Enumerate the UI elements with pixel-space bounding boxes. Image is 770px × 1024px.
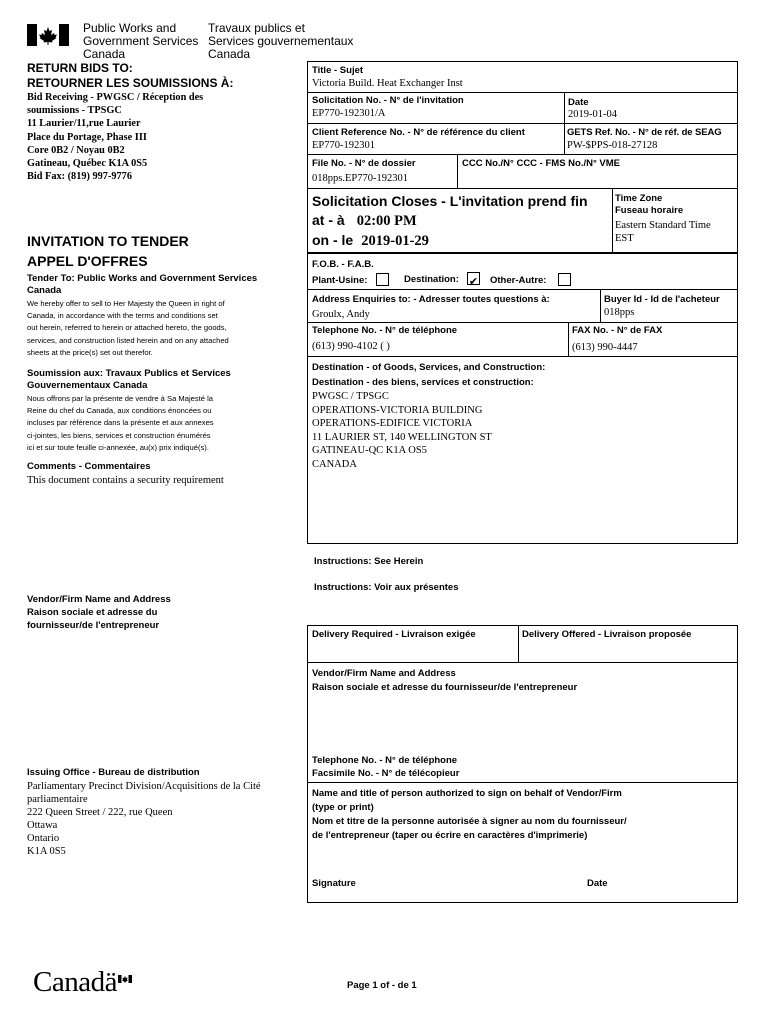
auth-line: Nom et titre de la personne autorisée à signer au nom du fournisseur/ bbox=[312, 816, 627, 827]
auth-line: Name and title of person authorized to sign on behalf of Vendor/Firm bbox=[312, 788, 622, 799]
dept-fr-line-2: Services gouvernementaux bbox=[208, 34, 354, 48]
buyer-id-label: Buyer Id - Id de l'acheteur bbox=[604, 294, 720, 305]
delivery-required-label: Delivery Required - Livraison exigée bbox=[312, 629, 476, 640]
vendor-left-line-1: Vendor/Firm Name and Address bbox=[27, 594, 171, 605]
return-bids-heading bbox=[27, 61, 233, 91]
client-reference-label: Client Reference No. - N° de référence du client bbox=[312, 127, 525, 138]
dept-fr-line-1: Travaux publics et bbox=[208, 21, 305, 35]
closes-title: Solicitation Closes - L'invitation prend fin bbox=[312, 193, 588, 209]
issuing-line: Ottawa bbox=[27, 820, 58, 831]
offer-en-line: Canada, in accordance with the terms and conditions set bbox=[27, 311, 218, 321]
check-mark-icon: ✔ bbox=[468, 275, 479, 288]
return-bids-line: Core 0B2 / Noyau 0B2 bbox=[27, 144, 125, 156]
ccc-number-label: CCC No./N° CCC - FMS No./N° VME bbox=[462, 158, 621, 169]
tender-to-line-2: Canada bbox=[27, 285, 62, 296]
signature-date-label: Date bbox=[587, 878, 608, 889]
offer-text-en bbox=[27, 298, 302, 359]
telephone-value: (613) 990-4102 ( ) bbox=[312, 341, 390, 352]
dest-goods-label-en: Destination - of Goods, Services, and Construction: bbox=[312, 362, 546, 373]
gets-ref-value: PW-$PPS-018-27128 bbox=[567, 140, 658, 151]
return-bids-line: Place du Portage, Phase III bbox=[27, 131, 147, 143]
fob-label: F.O.B. - F.A.B. bbox=[312, 259, 374, 270]
return-bids-address bbox=[27, 91, 203, 183]
return-bids-line: Bid Fax: (819) 997-9776 bbox=[27, 171, 132, 183]
vendor-left-line-2: Raison sociale et adresse du bbox=[27, 607, 158, 618]
vendor-firm-label-left bbox=[27, 593, 171, 632]
fax-value: (613) 990-4447 bbox=[572, 342, 638, 353]
fax-label: FAX No. - N° de FAX bbox=[572, 325, 663, 336]
vendor-contact-labels bbox=[312, 754, 459, 780]
tz-label-en: Time Zone bbox=[615, 193, 663, 204]
solicitation-number-label: Solicitation No. - N° de l'invitation bbox=[312, 95, 464, 106]
closes-at-row bbox=[312, 211, 588, 231]
tz-value-2: EST bbox=[615, 233, 634, 244]
dest-goods-line: PWGSC / TPSGC bbox=[312, 391, 389, 402]
vendor-line-1: Vendor/Firm Name and Address bbox=[312, 668, 456, 679]
delivery-offered-label: Delivery Offered - Livraison proposée bbox=[522, 629, 692, 640]
return-bids-line: 11 Laurier/11,rue Laurier bbox=[27, 118, 141, 130]
return-bids-title-en: RETURN BIDS TO: bbox=[27, 61, 133, 75]
tender-to-line-1: Tender To: Public Works and Government Services bbox=[27, 273, 258, 284]
signature-label: Signature bbox=[312, 878, 356, 889]
department-name-en bbox=[83, 22, 198, 61]
auth-line: (type or print) bbox=[312, 802, 374, 813]
vendor-left-line-3: fournisseur/de l'entrepreneur bbox=[27, 620, 160, 631]
client-reference-value: EP770-192301 bbox=[312, 140, 375, 151]
title-label: Title - Sujet bbox=[312, 65, 364, 76]
issuing-office-address bbox=[27, 780, 261, 858]
date-value: 2019-01-04 bbox=[568, 109, 617, 120]
other-autre-label: Other-Autre: bbox=[490, 275, 547, 286]
buyer-id-value: 018pps bbox=[604, 307, 635, 318]
instructions-fr: Instructions: Voir aux présentes bbox=[314, 582, 459, 593]
return-bids-title-fr: RETOURNER LES SOUMISSIONS À: bbox=[27, 76, 234, 90]
vendor-telephone-label: Telephone No. - N° de téléphone bbox=[312, 755, 458, 766]
time-zone-value bbox=[615, 219, 711, 245]
offer-fr-line: incluses par référence dans la présente et aux annexes bbox=[27, 418, 214, 428]
dept-fr-line-3: Canada bbox=[208, 47, 251, 61]
vendor-facsimile-label: Facsimile No. - N° de télécopieur bbox=[312, 768, 460, 779]
solicitation-closes bbox=[312, 192, 588, 251]
comments-value: This document contains a security requirement bbox=[27, 475, 224, 486]
soumission-aux bbox=[27, 368, 231, 392]
offer-fr-line: ci-jointes, les biens, services et construction énumérés bbox=[27, 430, 211, 440]
issuing-line: 222 Queen Street / 222, rue Queen bbox=[27, 807, 173, 818]
plant-usine-label: Plant-Usine: bbox=[312, 275, 368, 286]
vendor-firm-label bbox=[312, 667, 577, 695]
auth-line: de l'entrepreneur (taper ou écrire en caractères d'imprimerie) bbox=[312, 830, 588, 841]
dept-en-line-2: Government Services bbox=[83, 34, 199, 48]
solicitation-number-value: EP770-192301/A bbox=[312, 108, 386, 119]
canada-flag-icon bbox=[27, 24, 69, 46]
dept-en-line-3: Canada bbox=[83, 47, 126, 61]
plant-usine-checkbox[interactable] bbox=[376, 273, 389, 286]
offer-fr-line: ici et sur toute feuille ci-annexée, au(x) prix indiqué(s). bbox=[27, 442, 209, 452]
dest-goods-line: OPERATIONS-EDIFICE VICTORIA bbox=[312, 418, 473, 430]
offer-en-line: services, and construction listed herein and on any attached bbox=[27, 335, 229, 345]
offer-fr-line: Reine du chef du Canada, aux conditions énoncées ou bbox=[27, 406, 212, 416]
soumission-line-2: Gouvernementaux Canada bbox=[27, 380, 148, 391]
destination-goods-label bbox=[312, 360, 545, 390]
closes-at-label: at - à bbox=[312, 212, 345, 228]
title-value: Victoria Build. Heat Exchanger Inst bbox=[312, 78, 463, 89]
closes-on-value: 2019-01-29 bbox=[361, 233, 429, 249]
file-number-value: 018pps.EP770-192301 bbox=[312, 173, 408, 184]
tender-to bbox=[27, 273, 297, 297]
invitation-title-fr: APPEL D'OFFRES bbox=[27, 253, 148, 269]
file-number-label: File No. - N° de dossier bbox=[312, 158, 416, 169]
closes-on-row bbox=[312, 231, 588, 251]
instructions-en: Instructions: See Herein bbox=[314, 556, 424, 567]
closes-on-label: on - le bbox=[312, 232, 354, 248]
issuing-line: K1A 0S5 bbox=[27, 846, 66, 857]
issuing-line: Ontario bbox=[27, 833, 60, 844]
other-autre-checkbox[interactable] bbox=[558, 273, 571, 286]
dest-goods-line: OPERATIONS-VICTORIA BUILDING bbox=[312, 404, 483, 416]
canada-wordmark: Canadä bbox=[33, 966, 117, 998]
department-name-fr bbox=[208, 22, 353, 61]
destination-label: Destination: bbox=[404, 274, 459, 285]
closes-at-value: 02:00 PM bbox=[356, 213, 417, 229]
dept-en-line-1: Public Works and bbox=[83, 21, 177, 35]
dest-goods-line: 11 LAURIER ST, 140 WELLINGTON ST bbox=[312, 431, 492, 443]
page-number: Page 1 of - de 1 bbox=[347, 980, 417, 991]
offer-fr-line: Nous offrons par la présente de vendre à Sa Majesté la bbox=[27, 394, 214, 403]
offer-en-line: out herein, referred to herein or attached hereto, the goods, bbox=[27, 323, 227, 333]
offer-en-line: sheets at the price(s) set out therefor. bbox=[27, 347, 153, 357]
telephone-label: Telephone No. - N° de téléphone bbox=[312, 325, 458, 336]
destination-goods-address bbox=[312, 390, 492, 472]
wordmark-flag-icon bbox=[118, 970, 132, 978]
dest-goods-label-fr: Destination - des biens, services et construction: bbox=[312, 377, 534, 388]
issuing-office-label: Issuing Office - Bureau de distribution bbox=[27, 767, 200, 778]
address-enquiries-value: Groulx, Andy bbox=[312, 309, 370, 320]
return-bids-line: Bid Receiving - PWGSC / Réception des bbox=[27, 92, 204, 103]
date-label: Date bbox=[568, 97, 589, 108]
return-bids-line: Gatineau, Québec K1A 0S5 bbox=[27, 158, 148, 170]
invitation-heading bbox=[27, 231, 189, 271]
issuing-line: parliamentaire bbox=[27, 794, 88, 805]
invitation-title-en: INVITATION TO TENDER bbox=[27, 233, 189, 249]
offer-text-fr bbox=[27, 393, 302, 454]
time-zone-label bbox=[615, 193, 683, 217]
destination-checkbox[interactable] bbox=[467, 272, 480, 288]
tz-label-fr: Fuseau horaire bbox=[615, 205, 684, 216]
address-enquiries-label: Address Enquiries to: - Adresser toutes questions à: bbox=[312, 294, 550, 305]
dest-goods-line: CANADA bbox=[312, 458, 357, 470]
authorized-person-label bbox=[312, 787, 627, 843]
offer-en-line: We hereby offer to sell to Her Majesty the Queen in right of bbox=[27, 299, 225, 308]
vendor-line-2: Raison sociale et adresse du fournisseur/de l'entrepreneur bbox=[312, 682, 578, 693]
soumission-line-1: Soumission aux: Travaux Publics et Services bbox=[27, 368, 231, 379]
tz-value-1: Eastern Standard Time bbox=[615, 220, 711, 231]
return-bids-line: soumissions - TPSGC bbox=[27, 105, 122, 117]
gets-ref-label: GETS Ref. No. - N° de réf. de SEAG bbox=[567, 127, 722, 138]
comments-label: Comments - Commentaires bbox=[27, 461, 151, 472]
dest-goods-line: GATINEAU-QC K1A OS5 bbox=[312, 445, 427, 457]
issuing-line: Parliamentary Precinct Division/Acquisitions de la Cité bbox=[27, 781, 261, 792]
